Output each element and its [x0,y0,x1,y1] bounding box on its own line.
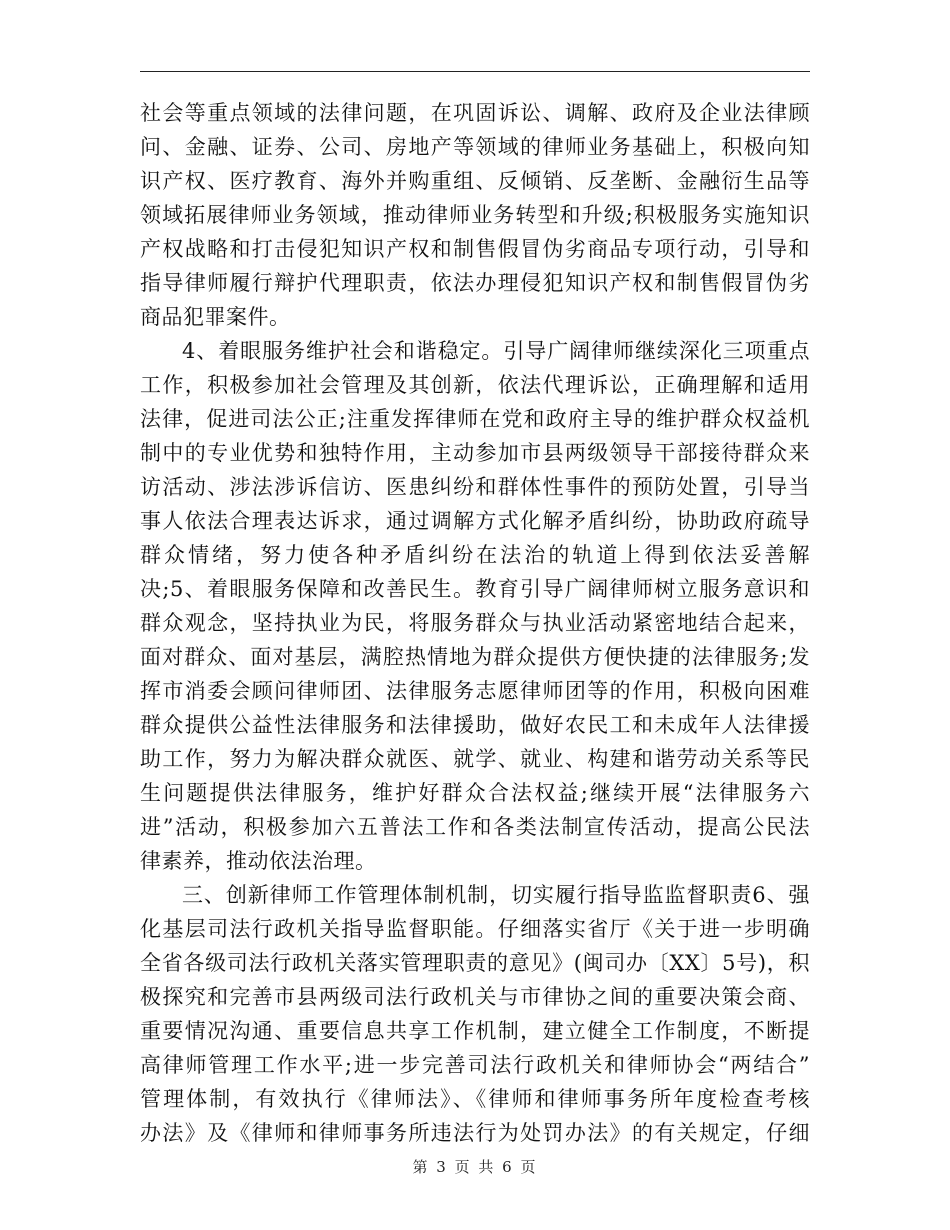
text-line: 办法》及《律师和律师事务所违法行为处罚办法》的有关规定，仔细 [140,1121,810,1145]
text-line: 工作，积极参加社会管理及其创新，依法代理诉讼，正确理解和适用 [140,373,810,397]
text-line: 问、金融、证券、公司、房地产等领域的律师业务基础上，积极向知 [140,135,810,159]
text-line: 群众情绪，努力使各种矛盾纠纷在法治的轨道上得到依法妥善解 [140,543,810,567]
text-line: 群众提供公益性法律服务和法律援助，做好农民工和未成年人法律援 [140,713,810,737]
header-rule [140,71,810,72]
text-line: 挥市消委会顾问律师团、法律服务志愿律师团等的作用，积极向困难 [140,679,810,703]
text-line: 访活动、涉法涉诉信访、医患纠纷和群体性事件的预防处置，引导当 [140,475,810,499]
document-body [140,96,810,1150]
text-line: 法律，促进司法公正;注重发挥律师在党和政府主导的维护群众权益机 [140,407,810,431]
page-number: 第 3 页 共 6 页 [412,1158,538,1176]
text-line: 全省各级司法行政机关落实管理职责的意见》(闽司办〔XX〕5号)，积 [140,951,810,975]
text-line: 社会等重点领域的法律问题，在巩固诉讼、调解、政府及企业法律顾 [140,101,810,125]
text-line: 产权战略和打击侵犯知识产权和制售假冒伪劣商品专项行动，引导和 [140,237,810,261]
text-line: 指导律师履行辩护代理职责，依法办理侵犯知识产权和制售假冒伪劣 [140,271,810,295]
text-line: 高律师管理工作水平;进一步完善司法行政机关和律师协会“两结合” [140,1053,810,1077]
text-line: 事人依法合理表达诉求，通过调解方式化解矛盾纠纷，协助政府疏导 [140,509,810,533]
text-line: 极探究和完善市县两级司法行政机关与市律协之间的重要决策会商、 [140,985,810,1009]
text-line: 商品犯罪案件。 [140,305,291,329]
text-line: 生问题提供法律服务，维护好群众合法权益;继续开展“法律服务六 [140,781,810,805]
text-line: 制中的专业优势和独特作用，主动参加市县两级领导干部接待群众来 [140,441,810,465]
text-line: 群众观念，坚持执业为民，将服务群众与执业活动紧密地结合起来， [140,611,810,635]
paragraph-start-line: 三、创新律师工作管理体制机制，切实履行指导监监督职责6、强 [182,883,810,907]
text-line: 管理体制，有效执行《律师法》、《律师和律师事务所年度检查考核 [140,1087,810,1111]
paragraph-start-line: 4、着眼服务维护社会和谐稳定。引导广阔律师继续深化三项重点 [182,339,810,363]
text-line: 助工作，努力为解决群众就医、就学、就业、构建和谐劳动关系等民 [140,747,810,771]
text-line: 面对群众、面对基层，满腔热情地为群众提供方便快捷的法律服务;发 [140,645,810,669]
text-line: 决;5、着眼服务保障和改善民生。教育引导广阔律师树立服务意识和 [140,577,810,601]
text-line: 重要情况沟通、重要信息共享工作机制，建立健全工作制度，不断提 [140,1019,810,1043]
text-line: 领域拓展律师业务领域，推动律师业务转型和升级;积极服务实施知识 [140,203,810,227]
text-line: 进”活动，积极参加六五普法工作和各类法制宣传活动，提高公民法 [140,815,810,839]
text-line: 化基层司法行政机关指导监督职能。仔细落实省厅《关于进一步明确 [140,917,810,941]
text-line: 识产权、医疗教育、海外并购重组、反倾销、反垄断、金融衍生品等 [140,169,810,193]
text-line: 律素养，推动依法治理。 [140,849,377,873]
